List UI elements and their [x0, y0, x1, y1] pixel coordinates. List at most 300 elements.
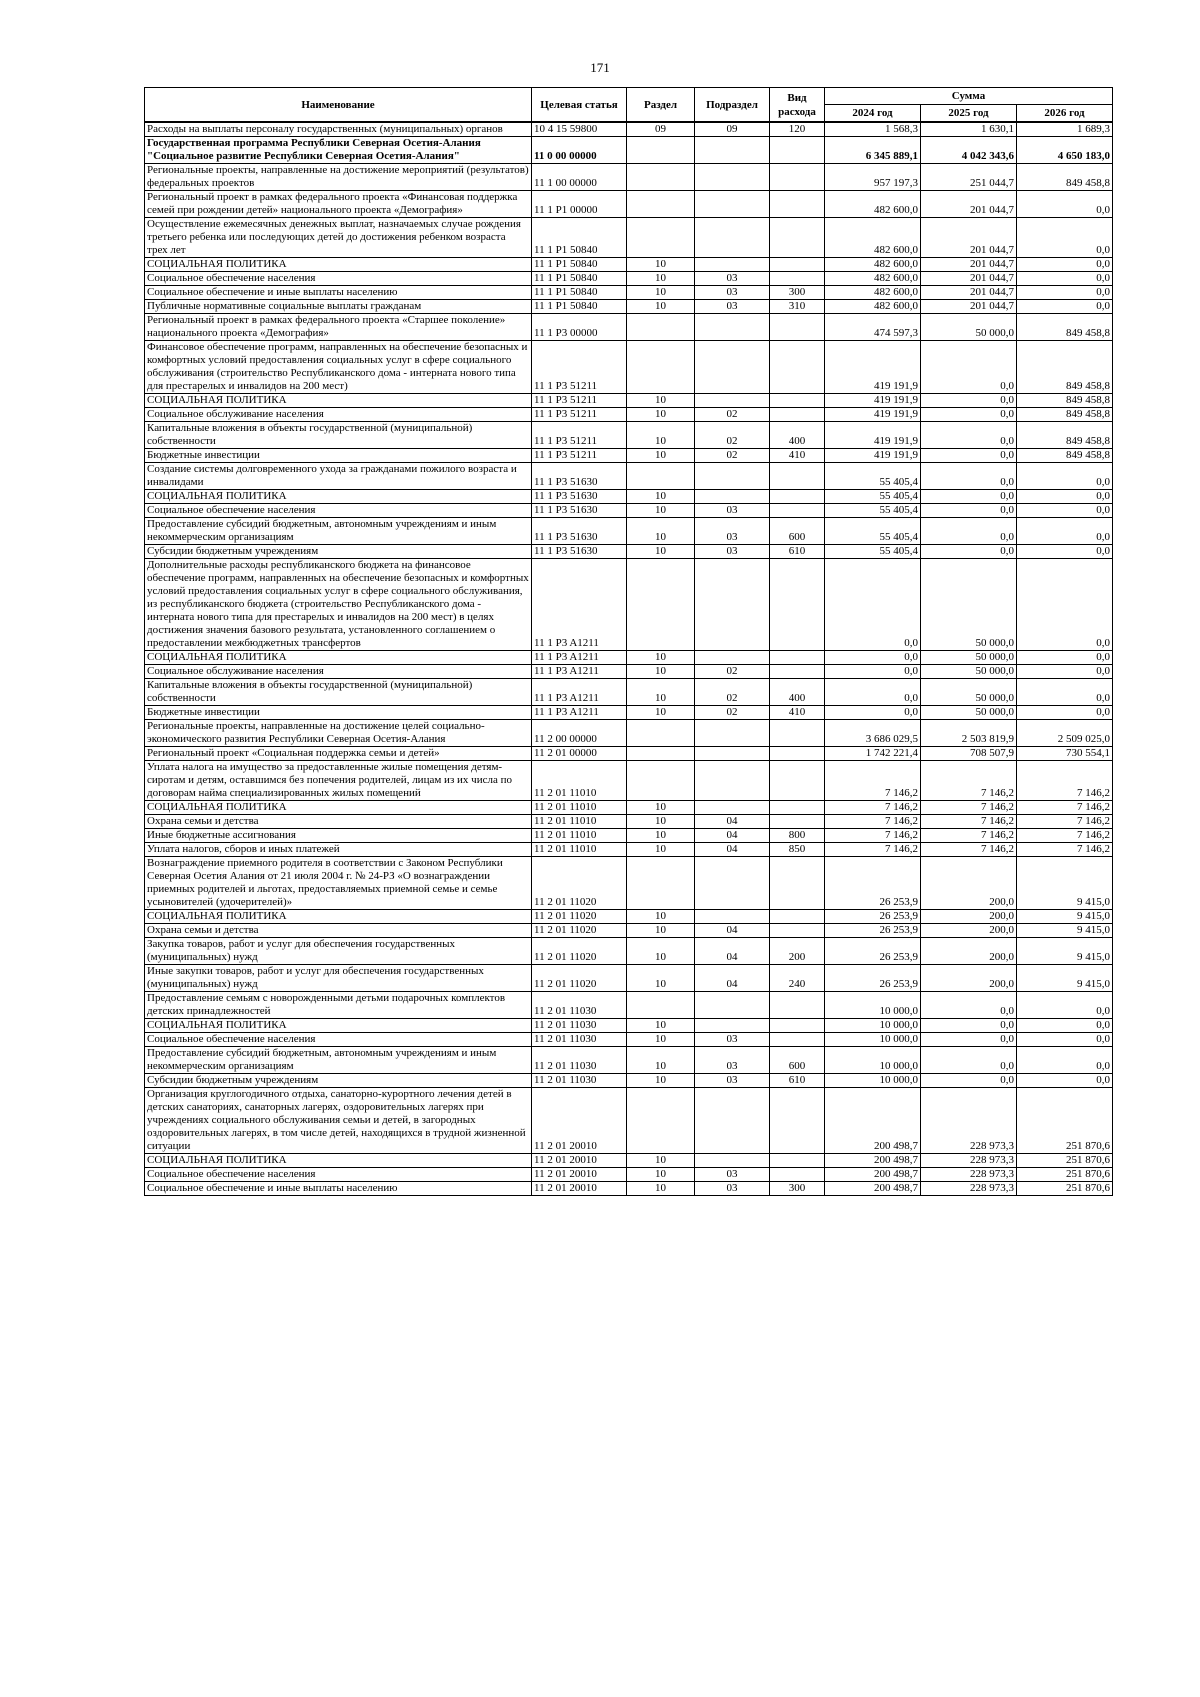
cell-2024: 200 498,7 — [825, 1154, 921, 1168]
cell-target: 11 1 P3 51630 — [532, 504, 627, 518]
cell-name: Бюджетные инвестиции — [145, 706, 532, 720]
cell-2024: 419 191,9 — [825, 422, 921, 449]
cell-name: Расходы на выплаты персоналу государственных (муниципальных) органов — [145, 122, 532, 137]
cell-target: 11 1 00 00000 — [532, 164, 627, 191]
header-expense-type: Вид расхода — [770, 88, 825, 123]
cell-subsection: 03 — [695, 1033, 770, 1047]
cell-2026: 849 458,8 — [1017, 314, 1113, 341]
table-row — [145, 164, 1113, 191]
cell-2026: 0,0 — [1017, 545, 1113, 559]
cell-2026: 2 509 025,0 — [1017, 720, 1113, 747]
table-row — [145, 559, 1113, 651]
cell-expense-type — [770, 137, 825, 164]
cell-2026: 0,0 — [1017, 1074, 1113, 1088]
table-row — [145, 504, 1113, 518]
cell-2024: 3 686 029,5 — [825, 720, 921, 747]
cell-2025: 0,0 — [921, 504, 1017, 518]
cell-name: СОЦИАЛЬНАЯ ПОЛИТИКА — [145, 1154, 532, 1168]
cell-section: 09 — [627, 122, 695, 137]
cell-2025: 0,0 — [921, 463, 1017, 490]
table-row — [145, 857, 1113, 910]
cell-2026: 9 415,0 — [1017, 924, 1113, 938]
cell-2025: 200,0 — [921, 965, 1017, 992]
cell-expense-type — [770, 1019, 825, 1033]
cell-name: Предоставление субсидий бюджетным, автономным учреждениям и иным некоммерческим организациям — [145, 1047, 532, 1074]
cell-2024: 10 000,0 — [825, 1074, 921, 1088]
cell-section: 10 — [627, 1154, 695, 1168]
table-row — [145, 910, 1113, 924]
table-row — [145, 314, 1113, 341]
cell-2025: 0,0 — [921, 545, 1017, 559]
cell-2026: 0,0 — [1017, 706, 1113, 720]
cell-subsection: 02 — [695, 665, 770, 679]
table-row — [145, 761, 1113, 801]
cell-2026: 251 870,6 — [1017, 1154, 1113, 1168]
cell-section: 10 — [627, 1074, 695, 1088]
cell-2024: 419 191,9 — [825, 341, 921, 394]
header-subsection: Подраздел — [695, 88, 770, 123]
cell-name: Социальное обслуживание населения — [145, 665, 532, 679]
table-row — [145, 137, 1113, 164]
cell-2026: 0,0 — [1017, 651, 1113, 665]
cell-2025: 7 146,2 — [921, 829, 1017, 843]
cell-name: Иные закупки товаров, работ и услуг для обеспечения государственных (муниципальных) нужд — [145, 965, 532, 992]
cell-name: Субсидии бюджетным учреждениям — [145, 1074, 532, 1088]
cell-2025: 200,0 — [921, 910, 1017, 924]
cell-subsection: 02 — [695, 449, 770, 463]
table-row — [145, 341, 1113, 394]
table-row — [145, 1019, 1113, 1033]
cell-section: 10 — [627, 545, 695, 559]
cell-2024: 1 742 221,4 — [825, 747, 921, 761]
table-row — [145, 1088, 1113, 1154]
cell-expense-type — [770, 218, 825, 258]
cell-name: Социальное обслуживание населения — [145, 408, 532, 422]
cell-2024: 26 253,9 — [825, 924, 921, 938]
cell-2024: 55 405,4 — [825, 504, 921, 518]
cell-2025: 0,0 — [921, 449, 1017, 463]
cell-section: 10 — [627, 679, 695, 706]
cell-2025: 228 973,3 — [921, 1182, 1017, 1196]
cell-expense-type: 240 — [770, 965, 825, 992]
cell-2026: 7 146,2 — [1017, 829, 1113, 843]
cell-2024: 10 000,0 — [825, 1019, 921, 1033]
page-number: 171 — [590, 60, 610, 75]
cell-target: 11 2 01 11030 — [532, 992, 627, 1019]
cell-2025: 228 973,3 — [921, 1154, 1017, 1168]
cell-2026: 0,0 — [1017, 1047, 1113, 1074]
cell-section — [627, 559, 695, 651]
cell-2025: 4 042 343,6 — [921, 137, 1017, 164]
cell-2026: 0,0 — [1017, 1033, 1113, 1047]
cell-2026: 730 554,1 — [1017, 747, 1113, 761]
table-row — [145, 706, 1113, 720]
cell-section: 10 — [627, 300, 695, 314]
cell-name: Организация круглогодичного отдыха, санаторно-курортного лечения детей в детских санаториях, санаторных лагерях, оздоровительных лагерях при учреждениях социального обслуживания семьи и детей, в загородных оздоровительных лагерях, в том числе детей, находящихся в трудной жизненной ситуации — [145, 1088, 532, 1154]
table-row — [145, 1033, 1113, 1047]
cell-2024: 957 197,3 — [825, 164, 921, 191]
cell-subsection: 03 — [695, 1047, 770, 1074]
cell-expense-type — [770, 665, 825, 679]
cell-name: СОЦИАЛЬНАЯ ПОЛИТИКА — [145, 910, 532, 924]
cell-subsection: 03 — [695, 1074, 770, 1088]
cell-name: СОЦИАЛЬНАЯ ПОЛИТИКА — [145, 1019, 532, 1033]
cell-2024: 200 498,7 — [825, 1088, 921, 1154]
cell-subsection: 04 — [695, 843, 770, 857]
cell-name: Вознаграждение приемного родителя в соответствии с Законом Республики Северная Осетия Алания от 21 июля 2004 г. № 24-РЗ «О вознаграждении приемных родителей и льготах, предоставляемых приемной семье и семье усыновителей (удочерителей)» — [145, 857, 532, 910]
cell-subsection — [695, 137, 770, 164]
cell-2026: 0,0 — [1017, 463, 1113, 490]
table-row — [145, 191, 1113, 218]
cell-section — [627, 191, 695, 218]
table-row — [145, 1182, 1113, 1196]
cell-name: СОЦИАЛЬНАЯ ПОЛИТИКА — [145, 801, 532, 815]
cell-section — [627, 857, 695, 910]
cell-2026: 0,0 — [1017, 191, 1113, 218]
cell-2026: 849 458,8 — [1017, 422, 1113, 449]
cell-subsection — [695, 463, 770, 490]
cell-subsection: 04 — [695, 829, 770, 843]
cell-name: Финансовое обеспечение программ, направленных на обеспечение безопасных и комфортных условий предоставления социальных услуг в сфере социального обслуживания (строительство Республиканского дома - интерната нового типа для престарелых и инвалидов на 200 мест) — [145, 341, 532, 394]
cell-2026: 7 146,2 — [1017, 843, 1113, 857]
table-row — [145, 122, 1113, 137]
cell-name: Охрана семьи и детства — [145, 815, 532, 829]
cell-target: 11 2 01 11020 — [532, 857, 627, 910]
cell-target: 11 1 P3 51630 — [532, 518, 627, 545]
cell-target: 11 1 P3 A1211 — [532, 559, 627, 651]
cell-name: Охрана семьи и детства — [145, 924, 532, 938]
cell-section: 10 — [627, 408, 695, 422]
cell-subsection — [695, 258, 770, 272]
cell-2024: 0,0 — [825, 651, 921, 665]
cell-2025: 0,0 — [921, 1047, 1017, 1074]
table-row — [145, 679, 1113, 706]
cell-expense-type: 300 — [770, 1182, 825, 1196]
cell-subsection: 02 — [695, 422, 770, 449]
cell-target: 11 1 P3 00000 — [532, 314, 627, 341]
cell-expense-type: 410 — [770, 449, 825, 463]
cell-2024: 10 000,0 — [825, 1033, 921, 1047]
cell-2025: 0,0 — [921, 341, 1017, 394]
table-row — [145, 300, 1113, 314]
cell-2024: 7 146,2 — [825, 829, 921, 843]
cell-section — [627, 1088, 695, 1154]
cell-subsection: 04 — [695, 924, 770, 938]
cell-2024: 10 000,0 — [825, 1047, 921, 1074]
cell-target: 11 1 P3 A1211 — [532, 679, 627, 706]
cell-section — [627, 720, 695, 747]
cell-2024: 419 191,9 — [825, 408, 921, 422]
cell-target: 11 1 P1 50840 — [532, 300, 627, 314]
cell-target: 11 1 P1 50840 — [532, 218, 627, 258]
cell-target: 11 1 P3 51630 — [532, 490, 627, 504]
cell-subsection — [695, 341, 770, 394]
cell-2024: 0,0 — [825, 679, 921, 706]
cell-expense-type: 400 — [770, 422, 825, 449]
cell-subsection — [695, 857, 770, 910]
cell-2025: 50 000,0 — [921, 651, 1017, 665]
cell-section: 10 — [627, 965, 695, 992]
cell-name: Уплата налогов, сборов и иных платежей — [145, 843, 532, 857]
cell-2025: 0,0 — [921, 422, 1017, 449]
table-row — [145, 992, 1113, 1019]
cell-2024: 7 146,2 — [825, 815, 921, 829]
cell-2026: 251 870,6 — [1017, 1168, 1113, 1182]
cell-2025: 200,0 — [921, 938, 1017, 965]
table-row — [145, 1154, 1113, 1168]
cell-target: 11 2 01 20010 — [532, 1168, 627, 1182]
cell-expense-type — [770, 341, 825, 394]
cell-section — [627, 992, 695, 1019]
cell-subsection — [695, 314, 770, 341]
cell-expense-type: 610 — [770, 1074, 825, 1088]
header-section: Раздел — [627, 88, 695, 123]
cell-2024: 482 600,0 — [825, 286, 921, 300]
cell-subsection: 09 — [695, 122, 770, 137]
cell-expense-type: 850 — [770, 843, 825, 857]
cell-2025: 7 146,2 — [921, 801, 1017, 815]
cell-section: 10 — [627, 1168, 695, 1182]
cell-expense-type: 300 — [770, 286, 825, 300]
cell-2026: 0,0 — [1017, 300, 1113, 314]
cell-expense-type: 410 — [770, 706, 825, 720]
cell-2024: 200 498,7 — [825, 1168, 921, 1182]
cell-target: 10 4 15 59800 — [532, 122, 627, 137]
cell-subsection — [695, 910, 770, 924]
cell-subsection: 04 — [695, 815, 770, 829]
cell-expense-type: 120 — [770, 122, 825, 137]
cell-2026: 7 146,2 — [1017, 761, 1113, 801]
cell-2025: 0,0 — [921, 408, 1017, 422]
cell-name: Региональный проект в рамках федерального проекта «Старшее поколение» национального проекта «Демография» — [145, 314, 532, 341]
table-row — [145, 408, 1113, 422]
cell-target: 11 2 01 20010 — [532, 1088, 627, 1154]
cell-2025: 228 973,3 — [921, 1088, 1017, 1154]
cell-expense-type: 310 — [770, 300, 825, 314]
cell-subsection: 03 — [695, 272, 770, 286]
table-row — [145, 938, 1113, 965]
cell-2025: 201 044,7 — [921, 191, 1017, 218]
cell-2025: 0,0 — [921, 1033, 1017, 1047]
cell-subsection — [695, 164, 770, 191]
cell-2026: 849 458,8 — [1017, 408, 1113, 422]
cell-2024: 474 597,3 — [825, 314, 921, 341]
cell-2026: 0,0 — [1017, 518, 1113, 545]
cell-subsection: 02 — [695, 706, 770, 720]
cell-expense-type — [770, 1168, 825, 1182]
cell-subsection: 04 — [695, 938, 770, 965]
table-row — [145, 1168, 1113, 1182]
cell-section — [627, 341, 695, 394]
cell-target: 11 1 P3 51630 — [532, 463, 627, 490]
cell-target: 11 1 P3 A1211 — [532, 706, 627, 720]
cell-2026: 9 415,0 — [1017, 857, 1113, 910]
cell-2025: 201 044,7 — [921, 218, 1017, 258]
table-row — [145, 720, 1113, 747]
cell-2025: 7 146,2 — [921, 761, 1017, 801]
cell-2025: 201 044,7 — [921, 300, 1017, 314]
cell-expense-type — [770, 164, 825, 191]
cell-2025: 251 044,7 — [921, 164, 1017, 191]
cell-subsection: 02 — [695, 679, 770, 706]
cell-subsection: 03 — [695, 1182, 770, 1196]
cell-2024: 26 253,9 — [825, 910, 921, 924]
cell-2024: 7 146,2 — [825, 801, 921, 815]
cell-2026: 0,0 — [1017, 258, 1113, 272]
table-row — [145, 924, 1113, 938]
cell-name: Иные бюджетные ассигнования — [145, 829, 532, 843]
cell-section: 10 — [627, 801, 695, 815]
cell-expense-type — [770, 1033, 825, 1047]
cell-2025: 0,0 — [921, 992, 1017, 1019]
cell-subsection: 03 — [695, 504, 770, 518]
cell-2025: 0,0 — [921, 1074, 1017, 1088]
cell-name: Социальное обеспечение населения — [145, 272, 532, 286]
cell-target: 11 2 00 00000 — [532, 720, 627, 747]
cell-2026: 251 870,6 — [1017, 1182, 1113, 1196]
cell-target: 11 1 P3 A1211 — [532, 665, 627, 679]
cell-name: Социальное обеспечение населения — [145, 1033, 532, 1047]
cell-2026: 251 870,6 — [1017, 1088, 1113, 1154]
cell-name: Региональные проекты, направленные на достижение целей социально-экономического развития Республики Северная Осетия-Алания — [145, 720, 532, 747]
cell-expense-type: 600 — [770, 1047, 825, 1074]
cell-subsection — [695, 651, 770, 665]
cell-subsection: 04 — [695, 965, 770, 992]
cell-subsection — [695, 191, 770, 218]
cell-2026: 0,0 — [1017, 665, 1113, 679]
cell-2025: 7 146,2 — [921, 843, 1017, 857]
cell-target: 11 2 01 20010 — [532, 1154, 627, 1168]
cell-section — [627, 164, 695, 191]
table-row — [145, 449, 1113, 463]
cell-target: 11 1 P1 00000 — [532, 191, 627, 218]
cell-section: 10 — [627, 518, 695, 545]
cell-target: 11 2 01 11010 — [532, 843, 627, 857]
cell-expense-type: 610 — [770, 545, 825, 559]
table-row — [145, 258, 1113, 272]
cell-2024: 26 253,9 — [825, 965, 921, 992]
cell-subsection — [695, 720, 770, 747]
table-row — [145, 286, 1113, 300]
cell-2026: 0,0 — [1017, 1019, 1113, 1033]
cell-expense-type — [770, 504, 825, 518]
cell-2025: 2 503 819,9 — [921, 720, 1017, 747]
cell-2025: 200,0 — [921, 857, 1017, 910]
cell-expense-type — [770, 801, 825, 815]
cell-name: Бюджетные инвестиции — [145, 449, 532, 463]
cell-2025: 200,0 — [921, 924, 1017, 938]
cell-subsection — [695, 747, 770, 761]
table-row — [145, 801, 1113, 815]
cell-section: 10 — [627, 815, 695, 829]
cell-expense-type — [770, 559, 825, 651]
cell-target: 11 1 P3 51211 — [532, 394, 627, 408]
table-row — [145, 272, 1113, 286]
cell-expense-type: 200 — [770, 938, 825, 965]
cell-2024: 7 146,2 — [825, 761, 921, 801]
cell-name: Государственная программа Республики Северная Осетия-Алания "Социальное развитие Республики Северная Осетия-Алания" — [145, 137, 532, 164]
table-row — [145, 490, 1113, 504]
header-target: Целевая статья — [532, 88, 627, 123]
cell-expense-type: 800 — [770, 829, 825, 843]
cell-subsection: 03 — [695, 300, 770, 314]
cell-subsection — [695, 801, 770, 815]
cell-target: 11 2 01 11020 — [532, 965, 627, 992]
cell-2024: 55 405,4 — [825, 545, 921, 559]
cell-2024: 26 253,9 — [825, 938, 921, 965]
cell-2026: 9 415,0 — [1017, 938, 1113, 965]
cell-2026: 849 458,8 — [1017, 341, 1113, 394]
cell-expense-type — [770, 651, 825, 665]
cell-expense-type — [770, 815, 825, 829]
cell-section — [627, 137, 695, 164]
cell-name: Капитальные вложения в объекты государственной (муниципальной) собственности — [145, 679, 532, 706]
cell-2024: 0,0 — [825, 559, 921, 651]
cell-2024: 419 191,9 — [825, 394, 921, 408]
cell-name: Социальное обеспечение населения — [145, 504, 532, 518]
cell-target: 11 2 01 20010 — [532, 1182, 627, 1196]
cell-section: 10 — [627, 651, 695, 665]
cell-subsection — [695, 218, 770, 258]
cell-2025: 708 507,9 — [921, 747, 1017, 761]
cell-expense-type — [770, 463, 825, 490]
cell-2024: 55 405,4 — [825, 490, 921, 504]
cell-name: Предоставление субсидий бюджетным, автономным учреждениям и иным некоммерческим организациям — [145, 518, 532, 545]
cell-2024: 482 600,0 — [825, 218, 921, 258]
cell-2024: 6 345 889,1 — [825, 137, 921, 164]
cell-section: 10 — [627, 449, 695, 463]
cell-expense-type — [770, 1154, 825, 1168]
cell-name: Социальное обеспечение и иные выплаты населению — [145, 1182, 532, 1196]
cell-target: 11 2 01 11010 — [532, 761, 627, 801]
cell-expense-type — [770, 408, 825, 422]
cell-name: СОЦИАЛЬНАЯ ПОЛИТИКА — [145, 490, 532, 504]
cell-section: 10 — [627, 422, 695, 449]
cell-expense-type — [770, 761, 825, 801]
cell-subsection: 03 — [695, 1168, 770, 1182]
cell-name: Региональные проекты, направленные на достижение мероприятий (результатов) федеральных проектов — [145, 164, 532, 191]
cell-section: 10 — [627, 910, 695, 924]
cell-2024: 419 191,9 — [825, 449, 921, 463]
header-sum: Сумма — [825, 88, 1113, 105]
cell-subsection — [695, 1088, 770, 1154]
cell-target: 11 2 01 11020 — [532, 910, 627, 924]
table-row — [145, 815, 1113, 829]
cell-2025: 7 146,2 — [921, 815, 1017, 829]
cell-expense-type: 600 — [770, 518, 825, 545]
table-row — [145, 747, 1113, 761]
header-2025: 2025 год — [921, 105, 1017, 123]
cell-expense-type — [770, 272, 825, 286]
cell-target: 11 1 P3 A1211 — [532, 651, 627, 665]
cell-expense-type — [770, 747, 825, 761]
cell-expense-type — [770, 924, 825, 938]
cell-section: 10 — [627, 924, 695, 938]
cell-target: 11 1 P1 50840 — [532, 258, 627, 272]
table-row — [145, 965, 1113, 992]
cell-2026: 0,0 — [1017, 504, 1113, 518]
cell-target: 11 2 01 11030 — [532, 1047, 627, 1074]
cell-2024: 0,0 — [825, 706, 921, 720]
cell-2026: 849 458,8 — [1017, 394, 1113, 408]
cell-2025: 0,0 — [921, 394, 1017, 408]
table-row — [145, 422, 1113, 449]
cell-subsection: 03 — [695, 286, 770, 300]
table-row — [145, 829, 1113, 843]
header-2026: 2026 год — [1017, 105, 1113, 123]
cell-2025: 50 000,0 — [921, 559, 1017, 651]
cell-section: 10 — [627, 258, 695, 272]
